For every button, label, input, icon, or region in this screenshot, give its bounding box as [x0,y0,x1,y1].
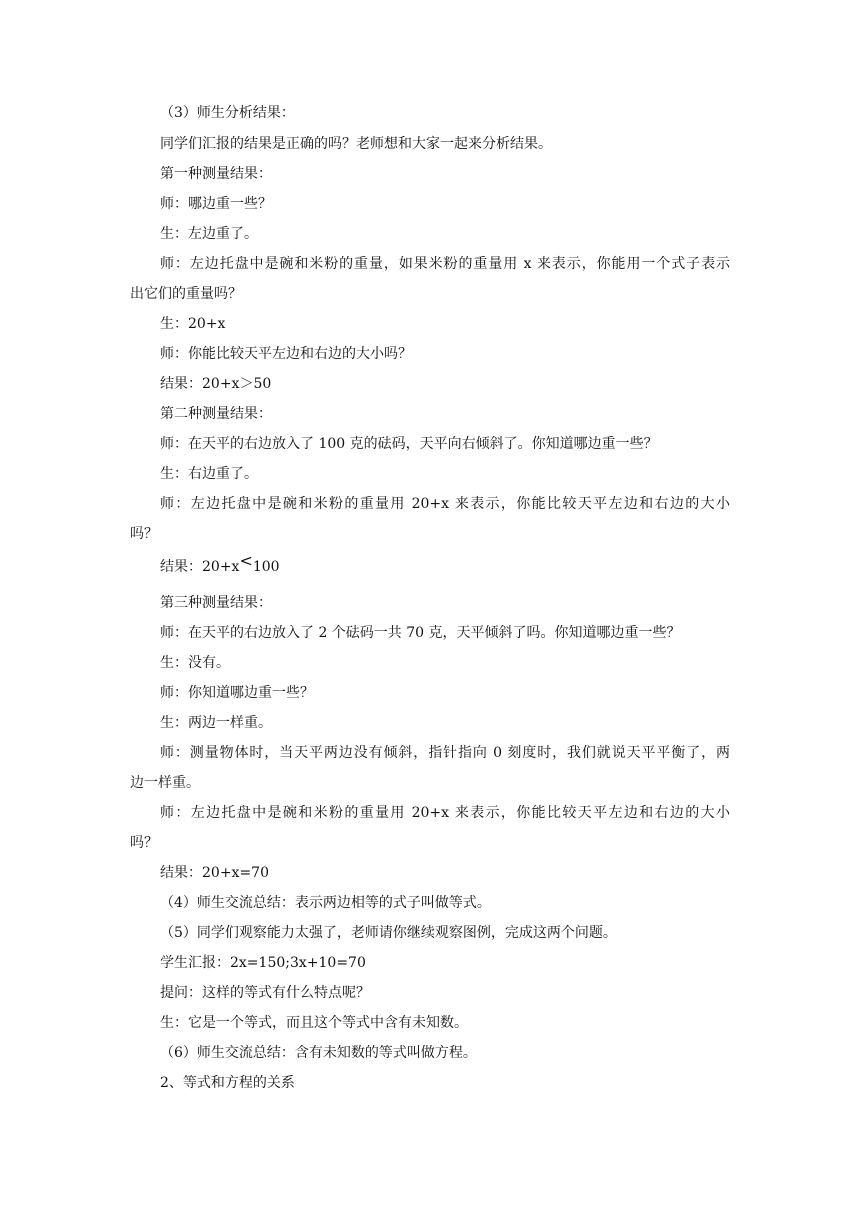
dialogue-line: 师：哪边重一些？ [160,196,272,212]
section-heading-5: （5）同学们观察能力太强了，老师请你继续观察图例，完成这两个问题。 [160,925,617,941]
dialogue-line: 师：左边托盘中是碗和米粉的重量用 20+x 来表示，你能比较天平左边和右边的大小 [160,496,730,512]
question-line: 提问：这样的等式有什么特点呢？ [160,985,370,1001]
dialogue-line: 师：在天平的右边放入了 100 克的砝码，天平向右倾斜了。你知道哪边重一些？ [160,436,658,452]
section-heading-3: （3）师生分析结果： [160,105,295,121]
dialogue-line-continued: 吗？ [130,835,158,851]
dialogue-line: 师：你能比较天平左边和右边的大小吗？ [160,346,412,362]
result-line: 结果：20+x＞50 [160,376,272,392]
dialogue-line: 师：测量物体时，当天平两边没有倾斜，指针指向 0 刻度时，我们就说天平平衡了，两 [160,745,730,761]
paragraph-line: 同学们汇报的结果是正确的吗？老师想和大家一起来分析结果。 [160,136,552,152]
subheading-third-measurement: 第三种测量结果： [160,595,272,611]
dialogue-line: 生：它是一个等式，而且这个等式中含有未知数。 [160,1015,468,1031]
result-lhs: 结果：20+x [160,559,240,575]
dialogue-line: 生：右边重了。 [160,466,258,482]
section-heading-6: （6）师生交流总结：含有未知数的等式叫做方程。 [160,1045,477,1061]
dialogue-line: 师：左边托盘中是碗和米粉的重量，如果米粉的重量用 x 来表示，你能用一个式子表示 [160,256,730,272]
dialogue-line: 师：在天平的右边放入了 2 个砝码一共 70 克，天平倾斜了吗。你知道哪边重一些？ [160,625,681,641]
section-heading-4: （4）师生交流总结：表示两边相等的式子叫做等式。 [160,895,491,911]
less-than-symbol: < [239,551,253,570]
section-heading-2: 2、等式和方程的关系 [160,1075,295,1091]
student-report-line: 学生汇报：2x=150;3x+10=70 [160,955,366,971]
result-rhs: 100 [252,559,280,575]
result-line-less-than [160,551,280,578]
dialogue-line: 生：20+x [160,316,226,332]
dialogue-line-continued: 吗？ [130,526,158,542]
dialogue-line: 师：你知道哪边重一些？ [160,685,314,701]
dialogue-line: 生：左边重了。 [160,226,258,242]
subheading-second-measurement: 第二种测量结果： [160,406,272,422]
dialogue-line-continued: 边一样重。 [130,775,200,791]
dialogue-line: 生：没有。 [160,655,230,671]
subheading-first-measurement: 第一种测量结果： [160,166,272,182]
result-line: 结果：20+x=70 [160,865,269,881]
dialogue-line: 生：两边一样重。 [160,715,272,731]
dialogue-line-continued: 出它们的重量吗？ [130,286,242,302]
dialogue-line: 师：左边托盘中是碗和米粉的重量用 20+x 来表示，你能比较天平左边和右边的大小 [160,805,730,821]
